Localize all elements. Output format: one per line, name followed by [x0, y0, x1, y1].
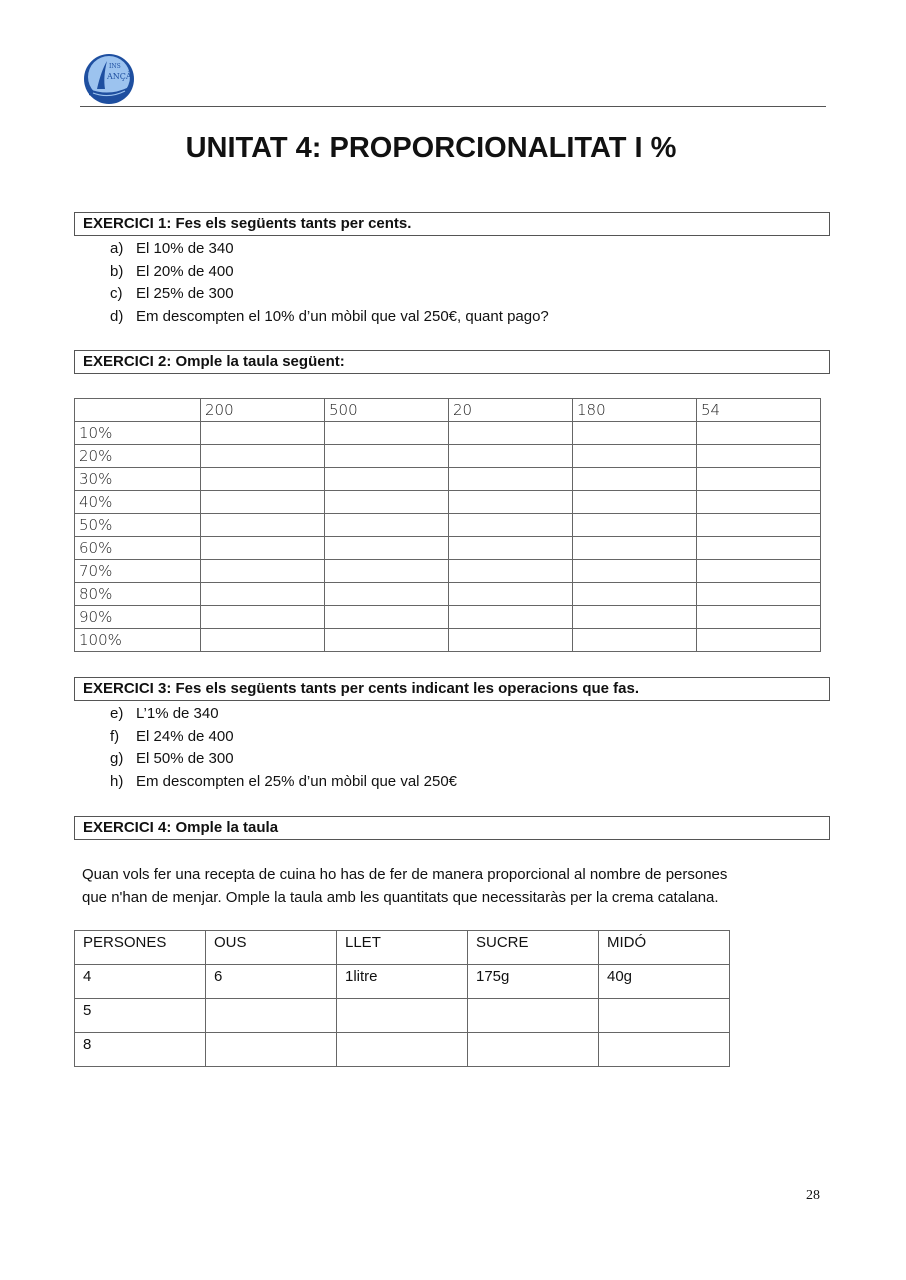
answer-cell[interactable] — [697, 583, 821, 606]
row-label: 50% — [75, 514, 201, 537]
answer-cell[interactable] — [325, 583, 449, 606]
answer-cell[interactable] — [201, 629, 325, 652]
answer-cell[interactable] — [201, 468, 325, 491]
exercise-3-heading: EXERCICI 3: Fes els següents tants per cents indicant les operacions que fas. — [74, 677, 830, 701]
answer-cell[interactable] — [201, 583, 325, 606]
table-header-cell — [75, 399, 201, 422]
answer-cell[interactable] — [599, 1033, 730, 1067]
answer-cell[interactable] — [201, 560, 325, 583]
table-row — [75, 629, 821, 652]
answer-cell[interactable] — [201, 491, 325, 514]
exercise-1-heading: EXERCICI 1: Fes els següents tants per cents. — [74, 212, 830, 236]
answer-cell[interactable] — [337, 999, 468, 1033]
table-row — [75, 445, 821, 468]
answer-cell[interactable] — [573, 514, 697, 537]
list-item: h) Em descompten el 25% d’un mòbil que val 250€ — [110, 772, 458, 790]
answer-cell[interactable] — [573, 537, 697, 560]
recipe-table — [74, 930, 730, 1067]
row-label: 80% — [75, 583, 201, 606]
answer-cell[interactable] — [449, 514, 573, 537]
answer-cell[interactable] — [697, 468, 821, 491]
table-header-cell: 180 — [573, 399, 697, 422]
table-header-cell: SUCRE — [468, 931, 599, 965]
answer-cell[interactable] — [325, 537, 449, 560]
answer-cell[interactable] — [206, 999, 337, 1033]
answer-cell[interactable] — [201, 606, 325, 629]
list-item: e) L’1% de 340 — [110, 705, 219, 722]
answer-cell[interactable] — [573, 606, 697, 629]
table-header-cell: MIDÓ — [599, 931, 730, 965]
school-logo — [83, 53, 135, 105]
table-header-cell: 20 — [449, 399, 573, 422]
table-row — [75, 606, 821, 629]
answer-cell[interactable] — [599, 999, 730, 1033]
answer-cell[interactable] — [697, 491, 821, 514]
answer-cell[interactable] — [325, 560, 449, 583]
answer-cell[interactable] — [449, 560, 573, 583]
table-row — [75, 491, 821, 514]
exercise-3-list — [110, 703, 457, 793]
table-row — [75, 514, 821, 537]
table-header-cell: 200 — [201, 399, 325, 422]
svg-text:INS: INS — [109, 63, 121, 70]
table-row — [75, 1033, 730, 1067]
answer-cell[interactable] — [449, 537, 573, 560]
answer-cell[interactable] — [697, 514, 821, 537]
answer-cell[interactable] — [201, 445, 325, 468]
answer-cell[interactable] — [573, 583, 697, 606]
table-cell: 8 — [75, 1033, 206, 1067]
answer-cell[interactable] — [697, 560, 821, 583]
answer-cell[interactable] — [325, 422, 449, 445]
row-label: 60% — [75, 537, 201, 560]
answer-cell[interactable] — [201, 422, 325, 445]
exercise-4-heading: EXERCICI 4: Omple la taula — [74, 816, 830, 840]
answer-cell[interactable] — [573, 560, 697, 583]
row-label: 20% — [75, 445, 201, 468]
row-label: 90% — [75, 606, 201, 629]
svg-text:ANÇÀ: ANÇÀ — [107, 72, 132, 81]
table-header-row — [75, 399, 821, 422]
table-header-row — [75, 931, 730, 965]
answer-cell[interactable] — [325, 629, 449, 652]
table-header-cell: OUS — [206, 931, 337, 965]
answer-cell[interactable] — [697, 537, 821, 560]
answer-cell[interactable] — [201, 537, 325, 560]
table-header-cell: PERSONES — [75, 931, 206, 965]
answer-cell[interactable] — [325, 514, 449, 537]
answer-cell[interactable] — [337, 1033, 468, 1067]
table-row — [75, 965, 730, 999]
exercise-1-list — [110, 238, 549, 328]
table-header-cell: LLET — [337, 931, 468, 965]
exercise-2-heading: EXERCICI 2: Omple la taula següent: — [74, 350, 830, 374]
answer-cell[interactable] — [573, 468, 697, 491]
answer-cell[interactable] — [573, 422, 697, 445]
list-item: a) El 10% de 340 — [110, 240, 234, 257]
row-label: 10% — [75, 422, 201, 445]
header-divider — [80, 106, 826, 107]
answer-cell[interactable] — [449, 468, 573, 491]
page-title: UNITAT 4: PROPORCIONALITAT I % — [185, 132, 677, 164]
list-item: f) El 24% de 400 — [110, 727, 234, 745]
answer-cell[interactable] — [697, 629, 821, 652]
table-row — [75, 583, 821, 606]
answer-cell[interactable] — [206, 1033, 337, 1067]
row-label: 100% — [75, 629, 201, 652]
page-number: 28 — [806, 1188, 820, 1203]
answer-cell[interactable] — [573, 445, 697, 468]
list-item: b) El 20% de 400 — [110, 262, 234, 280]
table-header-cell: 54 — [697, 399, 821, 422]
table-cell: 4 — [75, 965, 206, 999]
answer-cell[interactable] — [449, 583, 573, 606]
list-item: g) El 50% de 300 — [110, 750, 234, 767]
row-label: 40% — [75, 491, 201, 514]
answer-cell[interactable] — [449, 422, 573, 445]
answer-cell[interactable] — [468, 999, 599, 1033]
answer-cell[interactable] — [325, 606, 449, 629]
answer-cell[interactable] — [468, 1033, 599, 1067]
answer-cell[interactable] — [325, 468, 449, 491]
exercise-4-intro: Quan vols fer una recepta de cuina ho has de fer de manera proporcional al nombre de persones que n'han de menjar. Omple la taula amb les quantitats que necessitaràs per la crema catalana. — [82, 866, 728, 906]
list-item: c) El 25% de 300 — [110, 285, 234, 302]
table-row — [75, 537, 821, 560]
table-cell: 6 — [206, 965, 337, 999]
answer-cell[interactable] — [325, 445, 449, 468]
list-item: d) Em descompten el 10% d’un mòbil que val 250€, quant pago? — [110, 307, 549, 325]
answer-cell[interactable] — [449, 491, 573, 514]
row-label: 70% — [75, 560, 201, 583]
answer-cell[interactable] — [697, 606, 821, 629]
answer-cell[interactable] — [449, 606, 573, 629]
table-row — [75, 468, 821, 491]
table-cell: 1litre — [337, 965, 468, 999]
answer-cell[interactable] — [325, 491, 449, 514]
table-cell: 40g — [599, 965, 730, 999]
answer-cell[interactable] — [573, 491, 697, 514]
answer-cell[interactable] — [449, 445, 573, 468]
row-label: 30% — [75, 468, 201, 491]
percentage-table — [74, 398, 821, 652]
table-header-cell: 500 — [325, 399, 449, 422]
answer-cell[interactable] — [201, 514, 325, 537]
table-row — [75, 999, 730, 1033]
answer-cell[interactable] — [697, 445, 821, 468]
answer-cell[interactable] — [697, 422, 821, 445]
table-cell: 5 — [75, 999, 206, 1033]
answer-cell[interactable] — [573, 629, 697, 652]
answer-cell[interactable] — [449, 629, 573, 652]
table-cell: 175g — [468, 965, 599, 999]
table-row — [75, 560, 821, 583]
table-row — [75, 422, 821, 445]
sailboat-logo-icon — [83, 53, 135, 105]
